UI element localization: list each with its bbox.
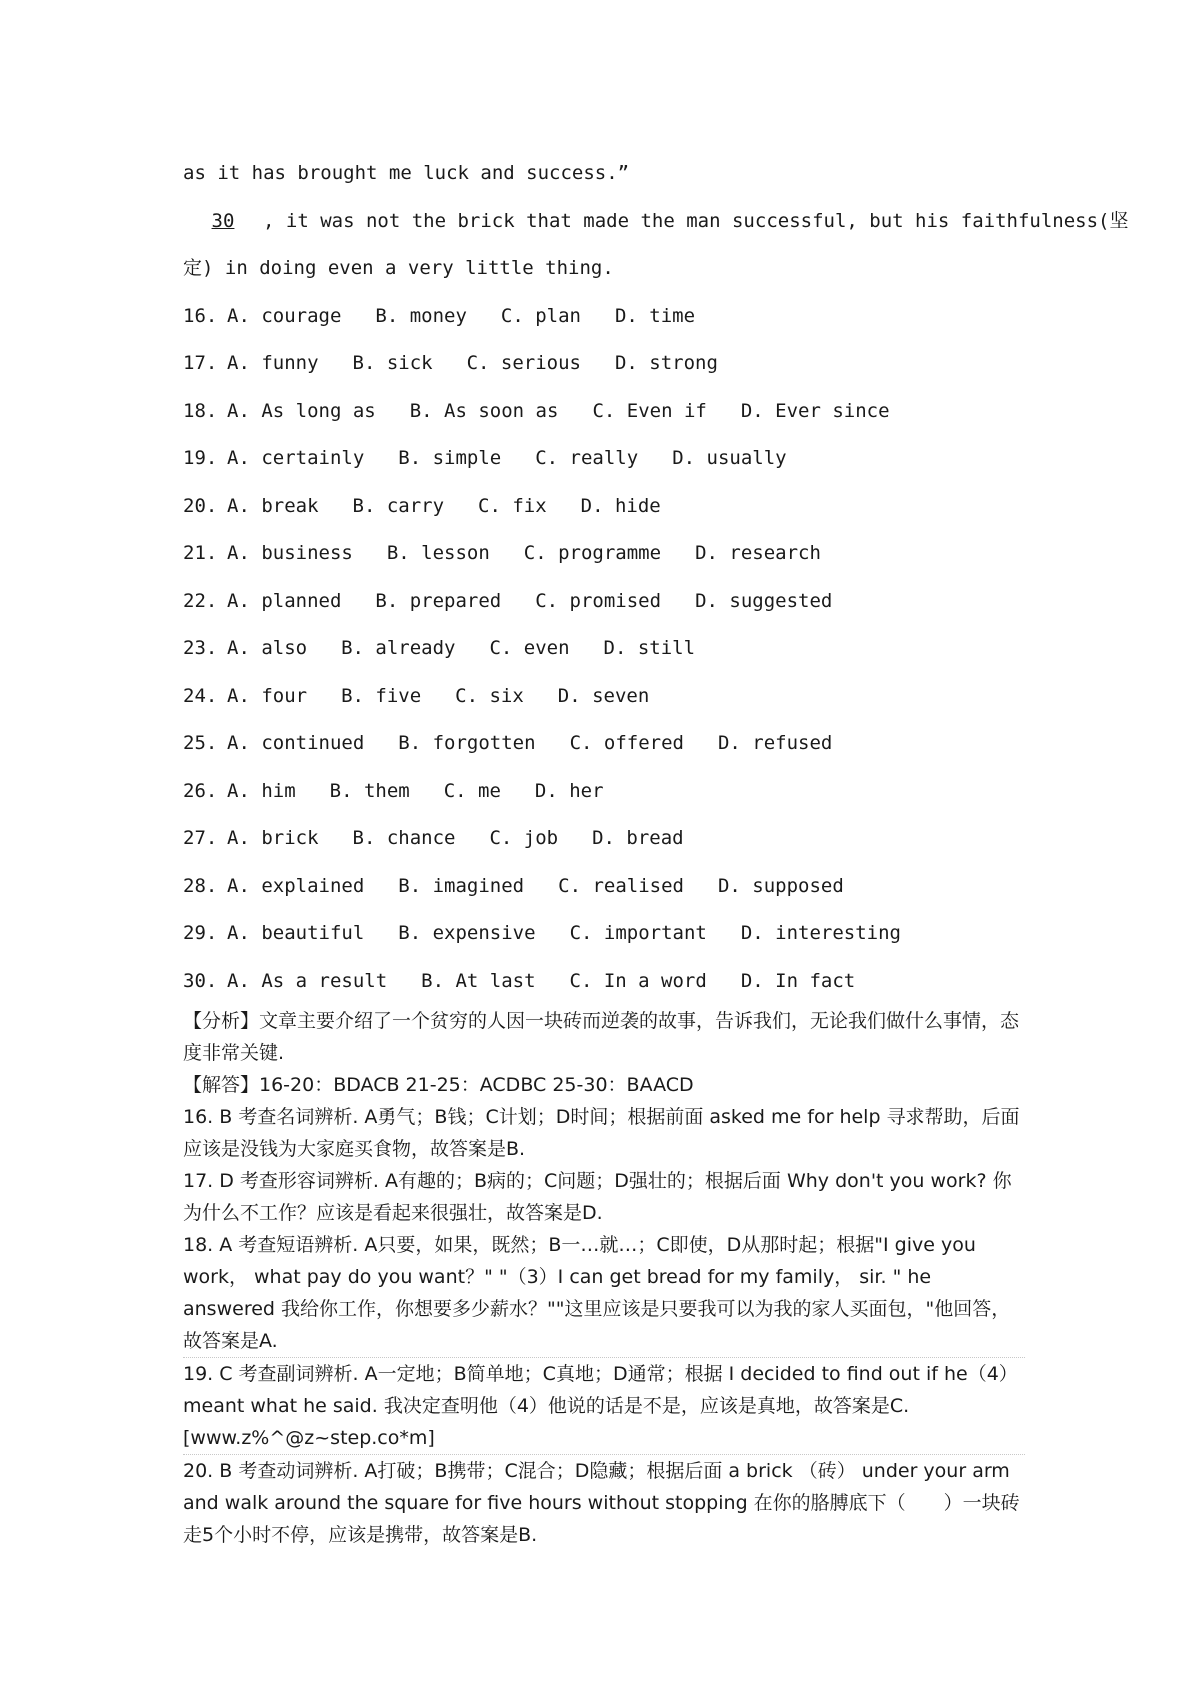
question-option: B. At last <box>421 969 536 992</box>
question-option: D. hide <box>580 494 661 517</box>
question-option: D. suggested <box>695 589 833 612</box>
question-row <box>183 435 1025 483</box>
question-option: C. Even if <box>592 399 707 422</box>
question-option: B. lesson <box>386 542 490 564</box>
analysis-paragraph: 【分析】文章主要介绍了一个贫穷的人因一块砖而逆袭的故事，告诉我们，无论我们做什么事情，态度非常关键. <box>183 1010 1020 1064</box>
question-number: 25. <box>183 732 218 754</box>
question-option: C. programme <box>523 542 662 564</box>
question-row <box>183 910 1025 958</box>
question-option: A. break <box>227 494 319 517</box>
explanation-paragraph: 18. A 考查短语辨析. A只要，如果，既然；B一…就…；C即使，D从那时起；根据"I give you work， what pay do you want？" "（3）I can get bread for my family， sir. " he answered 我给你工作，你想要多少薪水？""这里应该是只要我可以为我的家人买面包，"他回答，故答案是A. <box>183 1229 1025 1358</box>
question-option: B. imagined <box>398 874 525 897</box>
question-option: C. me <box>443 779 501 802</box>
question-option: B. prepared <box>375 589 502 612</box>
question-option: B. carry <box>352 494 445 517</box>
question-option: B. sick <box>352 352 433 374</box>
question-option: B. chance <box>352 827 456 849</box>
question-row <box>183 483 1025 531</box>
question-row <box>183 863 1025 911</box>
question-option: A. four <box>227 684 308 707</box>
question-option: A. brick <box>227 827 319 849</box>
question-number: 20. <box>183 494 218 517</box>
question-row <box>183 815 1025 863</box>
question-row <box>183 625 1025 673</box>
question-option: A. As a result <box>227 969 388 992</box>
question-list <box>183 293 1025 1006</box>
question-option: C. even <box>489 637 570 659</box>
document-page <box>183 150 1129 1551</box>
question-row <box>183 958 1025 1006</box>
question-row <box>183 673 1025 721</box>
passage-line-2 <box>183 198 1129 246</box>
question-option: C. really <box>535 447 639 469</box>
question-option: A. business <box>227 542 353 564</box>
question-number: 21. <box>183 542 218 564</box>
explanation-list <box>183 1101 1025 1551</box>
question-row <box>183 768 1025 816</box>
question-option: D. refused <box>717 732 833 754</box>
question-option: B. forgotten <box>398 732 536 754</box>
question-number: 30. <box>183 969 218 992</box>
question-number: 19. <box>183 447 218 469</box>
question-option: A. As long as <box>227 399 376 422</box>
question-option: B. simple <box>398 447 502 469</box>
explanation-paragraph: 19. C 考查副词辨析. A一定地；B简单地；C真地；D通常；根据 I decided to find out if he（4）meant what he said. 我决定查明他（4）他说的话是不是，应该是真地，故答案是C. [www.z%^@z~step.co*m] <box>183 1358 1025 1455</box>
question-number: 18. <box>183 399 218 422</box>
question-option: B. them <box>329 779 410 802</box>
question-option: B. already <box>341 637 456 659</box>
question-option: B. expensive <box>398 922 536 944</box>
question-option: C. fix <box>478 494 547 517</box>
blank-30: 30 <box>211 209 235 232</box>
question-number: 16. <box>183 304 218 327</box>
question-option: C. job <box>489 827 559 849</box>
question-number: 29. <box>183 922 218 944</box>
question-row <box>183 340 1025 388</box>
question-number: 23. <box>183 637 218 659</box>
question-row <box>183 530 1025 578</box>
question-option: A. courage <box>227 304 342 327</box>
question-option: B. five <box>341 684 422 707</box>
question-option: C. plan <box>500 304 581 327</box>
question-number: 17. <box>183 352 218 374</box>
question-row <box>183 388 1025 436</box>
question-option: D. interesting <box>740 922 901 944</box>
question-option: C. In a word <box>569 969 707 992</box>
question-option: D. research <box>695 542 821 564</box>
question-row <box>183 293 1025 341</box>
question-option: B. As soon as <box>409 399 559 422</box>
question-number: 28. <box>183 874 218 897</box>
question-option: A. him <box>227 779 296 802</box>
question-option: A. beautiful <box>227 922 365 944</box>
question-option: C. realised <box>558 874 684 897</box>
question-option: A. also <box>227 637 308 659</box>
explanation-paragraph: 20. B 考查动词辨析. A打破；B携带；C混合；D隐藏；根据后面 a brick （砖） under your arm and walk around the square for five hours without stopping 在你的胳膊底下（ ）一块砖走5个小时不停，应该是携带，故答案是B. <box>183 1460 1020 1546</box>
question-option: C. important <box>569 922 707 944</box>
question-option: D. usually <box>672 447 787 469</box>
question-row <box>183 578 1025 626</box>
question-option: D. strong <box>614 352 718 374</box>
question-option: A. continued <box>227 732 365 754</box>
question-option: C. promised <box>535 589 662 612</box>
question-option: D. In fact <box>740 969 856 992</box>
question-option: A. planned <box>227 589 342 612</box>
passage-line-1: as it has brought me luck and success.” <box>183 162 630 184</box>
question-number: 22. <box>183 589 218 612</box>
explanation-paragraph: 16. B 考查名词辨析. A勇气；B钱；C计划；D时间；根据前面 asked me for help 寻求帮助，后面应该是没钱为大家庭买食物，故答案是B. <box>183 1106 1020 1160</box>
question-option: A. funny <box>227 352 319 374</box>
question-option: D. Ever since <box>740 399 890 422</box>
question-row <box>183 720 1025 768</box>
question-option: D. bread <box>592 827 684 849</box>
passage-line-2-text: , it was not the brick that made the man successful, but his faithfulness(坚 <box>263 209 1129 232</box>
question-option: D. her <box>534 779 604 802</box>
question-option: A. explained <box>227 874 365 897</box>
question-option: D. time <box>614 304 696 327</box>
question-number: 24. <box>183 684 218 707</box>
explanation-paragraph: 17. D 考查形容词辨析. A有趣的；B病的；C问题；D强壮的；根据后面 Why don't you work? 你为什么不工作？应该是看起来很强壮，故答案是D. <box>183 1170 1012 1224</box>
answer-key: 【解答】16-20：BDACB 21-25：ACDBC 25-30：BAACD <box>183 1074 694 1096</box>
question-option: C. six <box>455 684 524 707</box>
question-option: D. still <box>603 637 696 659</box>
question-option: A. certainly <box>227 447 365 469</box>
question-option: B. money <box>375 304 467 327</box>
question-option: C. offered <box>569 732 684 754</box>
passage-line-3: 定) in doing even a very little thing. <box>183 257 614 279</box>
question-number: 27. <box>183 827 218 849</box>
question-number: 26. <box>183 779 218 802</box>
question-option: D. seven <box>557 684 650 707</box>
question-option: C. serious <box>466 352 581 374</box>
question-option: D. supposed <box>717 874 844 897</box>
